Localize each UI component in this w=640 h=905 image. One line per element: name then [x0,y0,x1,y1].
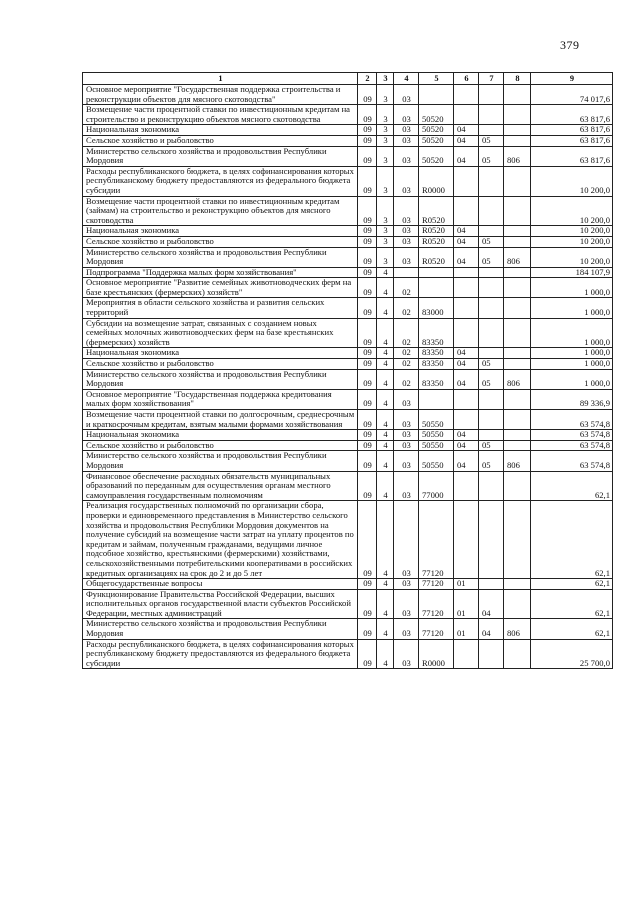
code-subprogram: 3 [377,196,394,226]
table-row [83,619,613,639]
table-header-row [83,73,613,85]
code-direction: 77120 [419,501,454,579]
code-subsection [479,196,504,226]
header-cell: 8 [504,73,531,85]
code-event: 03 [394,236,419,247]
code-section: 04 [454,226,479,237]
code-event: 03 [394,639,419,669]
row-description: Расходы республиканского бюджета, в целях софинансирования которых республиканскому бюджету предоставляются из федерального бюджета субсидии [83,639,358,669]
code-direction: 50550 [419,451,454,471]
row-amount: 184 107,9 [531,267,613,278]
code-section: 04 [454,135,479,146]
code-direction: 83350 [419,348,454,359]
code-program: 09 [358,451,377,471]
code-subprogram: 4 [377,471,394,501]
code-event: 03 [394,135,419,146]
row-amount: 63 817,6 [531,146,613,166]
header-cell: 2 [358,73,377,85]
code-subprogram: 3 [377,125,394,136]
code-ministry [504,359,531,370]
code-subprogram: 4 [377,639,394,669]
code-section: 04 [454,146,479,166]
code-program: 09 [358,348,377,359]
code-section: 04 [454,359,479,370]
code-ministry [504,196,531,226]
row-description: Возмещение части процентной ставки по долгосрочным, среднесрочным и краткосрочным кредитам, взятым малыми формами хозяйствования [83,410,358,430]
table-row [83,85,613,105]
code-subsection: 05 [479,146,504,166]
row-amount: 1 000,0 [531,348,613,359]
code-section [454,501,479,579]
code-program: 09 [358,247,377,267]
code-ministry: 806 [504,146,531,166]
code-program: 09 [358,267,377,278]
row-description: Основное мероприятие "Государственная поддержка кредитования малых форм хозяйствования" [83,389,358,409]
code-program: 09 [358,135,377,146]
code-ministry [504,278,531,298]
code-subprogram: 4 [377,410,394,430]
code-direction: R0520 [419,236,454,247]
code-section: 04 [454,348,479,359]
code-ministry [504,389,531,409]
code-section [454,85,479,105]
row-description: Общегосударственные вопросы [83,579,358,590]
code-event: 03 [394,579,419,590]
table-row [83,579,613,590]
code-subprogram: 4 [377,298,394,318]
code-event: 03 [394,501,419,579]
code-section [454,267,479,278]
code-subsection: 05 [479,135,504,146]
code-ministry [504,501,531,579]
code-program: 09 [358,501,377,579]
row-amount: 89 336,9 [531,389,613,409]
row-amount: 1 000,0 [531,298,613,318]
code-program: 09 [358,278,377,298]
row-amount: 63 817,6 [531,125,613,136]
table-body [83,85,613,669]
code-event: 02 [394,318,419,348]
code-event: 02 [394,278,419,298]
table-row [83,348,613,359]
table-row [83,440,613,451]
code-program: 09 [358,369,377,389]
table-row [83,125,613,136]
code-event: 03 [394,105,419,125]
row-description: Функционирование Правительства Российской Федерации, высших исполнительных органов государственной власти субъектов Российской Федерации, местных администраций [83,589,358,619]
code-direction: 50520 [419,105,454,125]
code-ministry [504,135,531,146]
code-subsection: 05 [479,247,504,267]
code-section: 01 [454,589,479,619]
row-amount: 62,1 [531,579,613,590]
code-subsection [479,410,504,430]
table-row [83,589,613,619]
table-row [83,430,613,441]
code-section [454,318,479,348]
code-ministry: 806 [504,369,531,389]
code-direction: 77120 [419,579,454,590]
code-program: 09 [358,579,377,590]
code-event: 02 [394,348,419,359]
code-event: 03 [394,619,419,639]
code-section [454,410,479,430]
code-event: 03 [394,410,419,430]
code-subsection: 04 [479,619,504,639]
row-description: Субсидии на возмещение затрат, связанных с созданием новых семейных молочных животноводческих ферм на базе крестьянских (фермерских) хозяйств [83,318,358,348]
code-subsection [479,85,504,105]
code-event: 03 [394,589,419,619]
code-section [454,278,479,298]
row-amount: 63 817,6 [531,135,613,146]
table-row [83,369,613,389]
code-subprogram: 4 [377,267,394,278]
table-row [83,267,613,278]
code-subsection [479,389,504,409]
row-amount: 10 200,0 [531,166,613,196]
row-amount: 74 017,6 [531,85,613,105]
code-section: 04 [454,440,479,451]
code-subprogram: 3 [377,85,394,105]
table-row [83,247,613,267]
code-program: 09 [358,166,377,196]
code-direction: 83350 [419,318,454,348]
row-amount: 10 200,0 [531,247,613,267]
code-ministry [504,440,531,451]
code-event: 03 [394,389,419,409]
row-description: Сельское хозяйство и рыболовство [83,135,358,146]
code-event: 03 [394,471,419,501]
code-subsection: 05 [479,236,504,247]
code-ministry [504,267,531,278]
code-direction: 50550 [419,430,454,441]
code-subsection [479,430,504,441]
row-description: Министерство сельского хозяйства и продовольствия Республики Мордовия [83,247,358,267]
code-direction: R0520 [419,247,454,267]
code-event: 03 [394,125,419,136]
header-cell: 6 [454,73,479,85]
code-section [454,298,479,318]
code-subsection [479,125,504,136]
row-description: Подпрограмма "Поддержка малых форм хозяйствования" [83,267,358,278]
code-subsection: 05 [479,359,504,370]
code-program: 09 [358,359,377,370]
code-subsection [479,579,504,590]
table-row [83,318,613,348]
row-description: Министерство сельского хозяйства и продовольствия Республики Мордовия [83,146,358,166]
code-event: 03 [394,440,419,451]
code-subsection [479,348,504,359]
row-amount: 63 574,8 [531,430,613,441]
code-subsection [479,278,504,298]
code-subprogram: 4 [377,440,394,451]
table-row [83,236,613,247]
code-ministry [504,639,531,669]
code-section: 04 [454,430,479,441]
table-row [83,298,613,318]
code-subprogram: 3 [377,135,394,146]
table-row [83,196,613,226]
code-direction: R0520 [419,226,454,237]
header-cell: 1 [83,73,358,85]
row-description: Возмещение части процентной ставки по инвестиционным кредитам (займам) на строительство и реконструкцию объектов для мясного скотоводства [83,196,358,226]
code-subsection [479,318,504,348]
table-row [83,501,613,579]
row-amount: 25 700,0 [531,639,613,669]
code-program: 09 [358,226,377,237]
code-subsection [479,226,504,237]
code-section: 04 [454,451,479,471]
code-direction: 50550 [419,440,454,451]
row-description: Министерство сельского хозяйства и продовольствия Республики Мордовия [83,619,358,639]
code-section: 04 [454,236,479,247]
table-row [83,359,613,370]
row-description: Национальная экономика [83,226,358,237]
row-description: Министерство сельского хозяйства и продовольствия Республики Мордовия [83,451,358,471]
code-program: 09 [358,196,377,226]
code-ministry [504,85,531,105]
header-cell: 7 [479,73,504,85]
code-subprogram: 4 [377,589,394,619]
header-cell: 4 [394,73,419,85]
code-subsection [479,267,504,278]
code-ministry: 806 [504,247,531,267]
code-direction: 83350 [419,369,454,389]
code-subsection [479,471,504,501]
code-direction: 77120 [419,589,454,619]
code-section [454,639,479,669]
code-subprogram: 3 [377,146,394,166]
code-direction: 83350 [419,359,454,370]
code-ministry [504,105,531,125]
code-direction: 83000 [419,298,454,318]
table-row [83,410,613,430]
row-description: Национальная экономика [83,430,358,441]
code-subprogram: 4 [377,579,394,590]
row-description: Возмещение части процентной ставки по инвестиционным кредитам на строительство и реконструкцию объектов мясного скотоводства [83,105,358,125]
code-subsection: 05 [479,440,504,451]
code-ministry [504,125,531,136]
code-program: 09 [358,619,377,639]
row-description: Национальная экономика [83,125,358,136]
code-event: 03 [394,226,419,237]
code-event: 03 [394,146,419,166]
row-description: Сельское хозяйство и рыболовство [83,440,358,451]
table-row [83,278,613,298]
code-direction: 50520 [419,125,454,136]
row-description: Основное мероприятие "Государственная поддержка строительства и реконструкции объектов для мясного скотоводства" [83,85,358,105]
row-description: Министерство сельского хозяйства и продовольствия Республики Мордовия [83,369,358,389]
row-amount: 10 200,0 [531,226,613,237]
code-direction: 77120 [419,619,454,639]
row-amount: 1 000,0 [531,318,613,348]
code-ministry [504,410,531,430]
table-row [83,389,613,409]
code-direction [419,389,454,409]
code-ministry [504,579,531,590]
row-description: Финансовое обеспечение расходных обязательств муниципальных образований по переданным для осуществления органам местного самоуправления государственным полномочиям [83,471,358,501]
table-row [83,105,613,125]
code-direction: 77000 [419,471,454,501]
code-program: 09 [358,298,377,318]
code-event: 03 [394,196,419,226]
code-subsection [479,166,504,196]
code-direction: R0000 [419,639,454,669]
row-amount: 10 200,0 [531,196,613,226]
code-section: 04 [454,125,479,136]
code-section: 04 [454,247,479,267]
code-section [454,196,479,226]
code-section: 01 [454,579,479,590]
header-cell: 3 [377,73,394,85]
code-subsection: 04 [479,589,504,619]
code-program: 09 [358,236,377,247]
code-subprogram: 3 [377,247,394,267]
row-amount: 62,1 [531,619,613,639]
row-amount: 62,1 [531,471,613,501]
code-direction: R0520 [419,196,454,226]
row-amount: 63 574,8 [531,451,613,471]
row-description: Основное мероприятие "Развитие семейных животноводческих ферм на базе крестьянских (фермерских) хозяйств" [83,278,358,298]
code-subprogram: 4 [377,278,394,298]
code-program: 09 [358,410,377,430]
code-event [394,267,419,278]
code-program: 09 [358,430,377,441]
code-event: 02 [394,298,419,318]
header-cell: 5 [419,73,454,85]
code-section: 01 [454,619,479,639]
code-event: 02 [394,369,419,389]
code-ministry [504,589,531,619]
code-ministry [504,226,531,237]
code-ministry [504,298,531,318]
row-description: Национальная экономика [83,348,358,359]
table-row [83,146,613,166]
table-row [83,226,613,237]
code-direction: 50520 [419,146,454,166]
table-row [83,166,613,196]
code-subsection [479,298,504,318]
code-subprogram: 4 [377,348,394,359]
code-subprogram: 4 [377,430,394,441]
row-amount: 1 000,0 [531,278,613,298]
code-direction [419,85,454,105]
row-amount: 63 574,8 [531,410,613,430]
code-event: 03 [394,451,419,471]
row-amount: 63 574,8 [531,440,613,451]
code-section [454,166,479,196]
code-direction [419,278,454,298]
code-section [454,471,479,501]
table-row [83,451,613,471]
code-subprogram: 4 [377,501,394,579]
code-subsection [479,501,504,579]
code-direction: R0000 [419,166,454,196]
code-event: 03 [394,430,419,441]
table-row [83,471,613,501]
code-subsection [479,105,504,125]
code-subsection: 05 [479,369,504,389]
row-amount: 62,1 [531,501,613,579]
row-amount: 62,1 [531,589,613,619]
code-ministry [504,166,531,196]
code-section: 04 [454,369,479,389]
code-ministry [504,318,531,348]
row-amount: 63 817,6 [531,105,613,125]
row-description: Реализация государственных полномочий по организации сбора, проверки и единовременного представления в Министерство сельского хозяйства и продовольствия Республики Мордовия документов на получение субсидий на возмещение части затрат на уплату процентов по кредитам и займам, полученным гражданами, ведущими личное подсобное хозяйство, крестьянскими (фермерскими) хозяйствами, сельскохозяйственными потребительскими кооперативами в российских кредитных организациях на срок до 2 и до 5 лет [83,501,358,579]
code-ministry [504,430,531,441]
code-subprogram: 4 [377,451,394,471]
code-section [454,389,479,409]
code-program: 09 [358,318,377,348]
code-ministry [504,471,531,501]
row-description: Мероприятия в области сельского хозяйства и развития сельских территорий [83,298,358,318]
row-description: Сельское хозяйство и рыболовство [83,236,358,247]
code-subprogram: 4 [377,359,394,370]
code-ministry: 806 [504,451,531,471]
code-program: 09 [358,125,377,136]
row-description: Сельское хозяйство и рыболовство [83,359,358,370]
code-event: 03 [394,247,419,267]
code-program: 09 [358,105,377,125]
code-section [454,105,479,125]
code-program: 09 [358,85,377,105]
code-direction [419,267,454,278]
code-subprogram: 3 [377,105,394,125]
code-subprogram: 4 [377,389,394,409]
code-event: 03 [394,85,419,105]
code-program: 09 [358,440,377,451]
code-event: 02 [394,359,419,370]
code-program: 09 [358,589,377,619]
row-description: Расходы республиканского бюджета, в целях софинансирования которых республиканскому бюджету предоставляются из федерального бюджета субсидии [83,166,358,196]
code-ministry: 806 [504,619,531,639]
code-program: 09 [358,146,377,166]
code-subsection: 05 [479,451,504,471]
code-subprogram: 4 [377,369,394,389]
code-program: 09 [358,639,377,669]
code-subsection [479,639,504,669]
header-cell: 9 [531,73,613,85]
code-ministry [504,348,531,359]
page-number: 379 [560,38,580,52]
code-subprogram: 3 [377,226,394,237]
code-program: 09 [358,471,377,501]
code-subprogram: 3 [377,166,394,196]
code-event: 03 [394,166,419,196]
code-subprogram: 3 [377,236,394,247]
row-amount: 1 000,0 [531,369,613,389]
table-row [83,135,613,146]
code-subprogram: 4 [377,318,394,348]
code-program: 09 [358,389,377,409]
row-amount: 1 000,0 [531,359,613,370]
budget-table [82,72,613,669]
code-direction: 50550 [419,410,454,430]
table-row [83,639,613,669]
code-ministry [504,236,531,247]
code-direction: 50520 [419,135,454,146]
row-amount: 10 200,0 [531,236,613,247]
code-subprogram: 4 [377,619,394,639]
